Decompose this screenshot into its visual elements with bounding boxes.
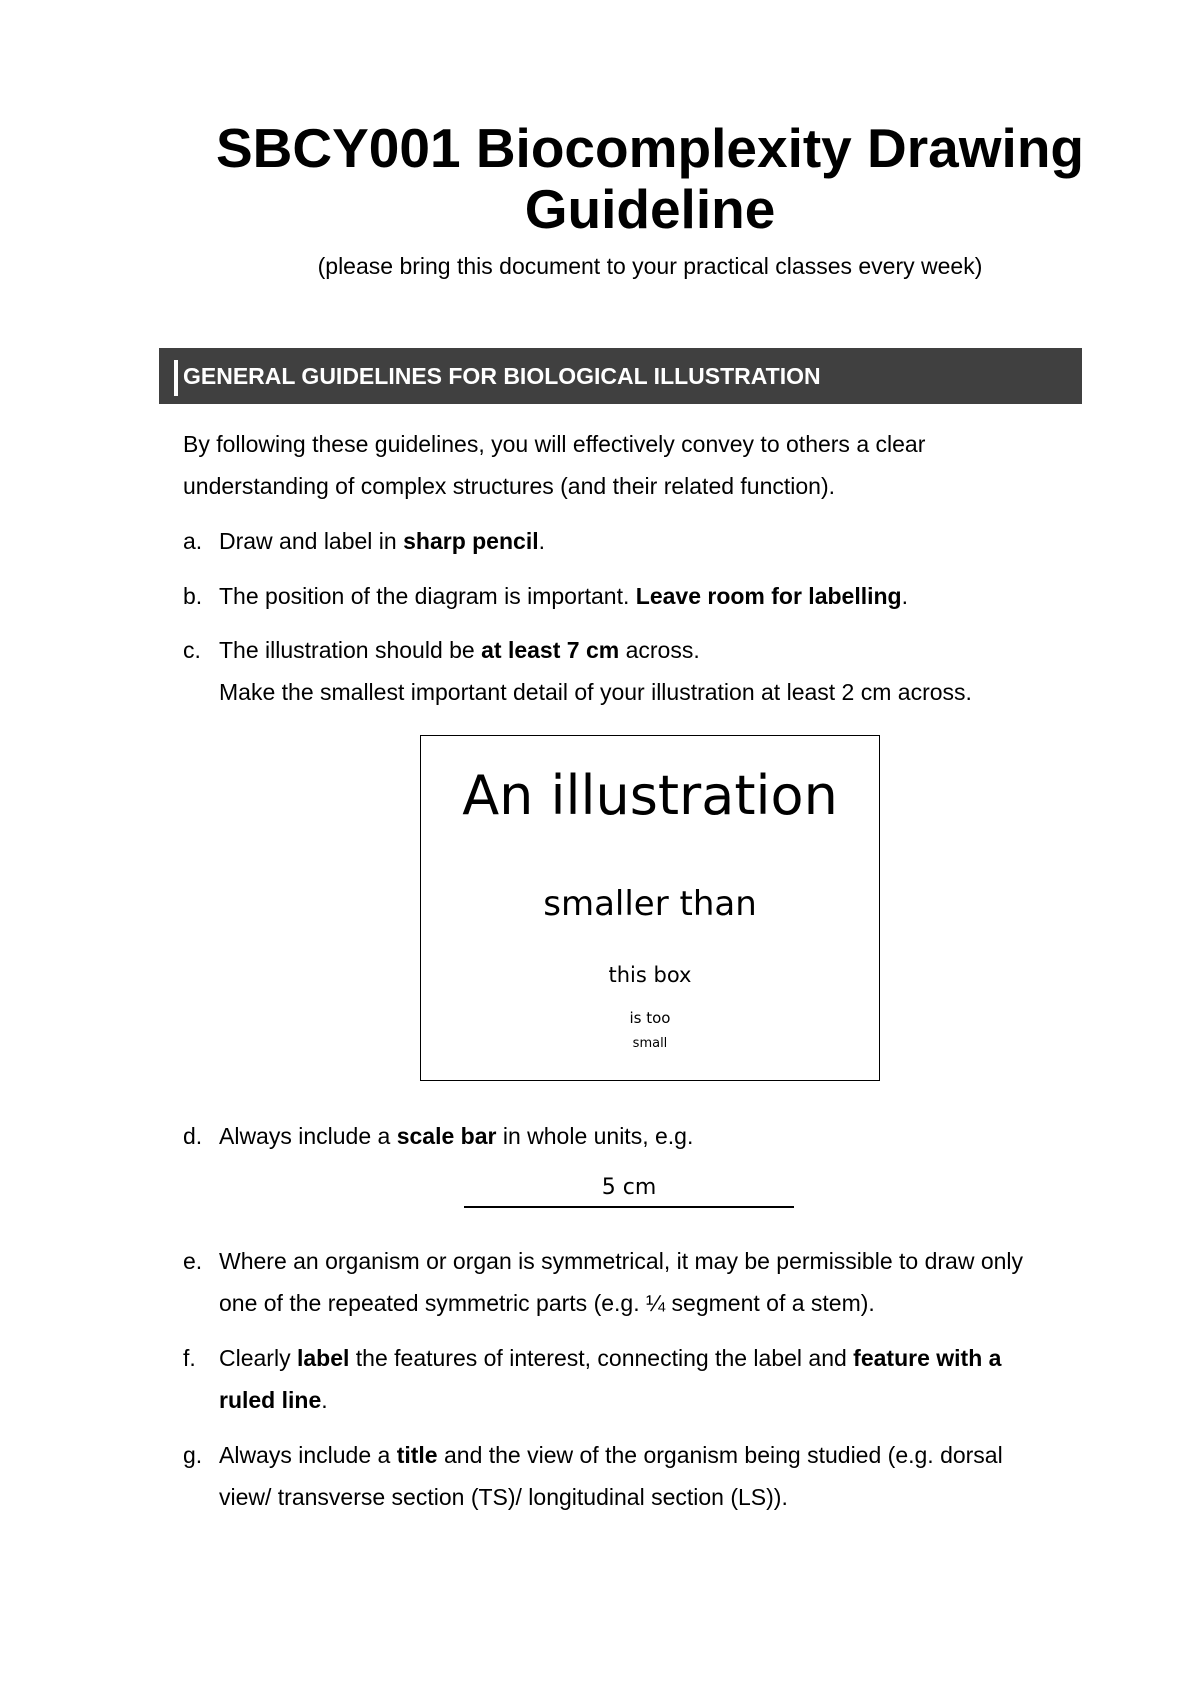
list-item-line-2: Make the smallest important detail of your illustration at least 2 cm across. <box>219 679 972 705</box>
list-marker: f. <box>183 1345 196 1371</box>
text-run: the features of interest, connecting the label and <box>349 1345 854 1371</box>
bold-run: scale bar <box>396 1123 497 1149</box>
list-item-line-2 <box>219 1379 1099 1421</box>
bold-run: at least 7 cm <box>481 637 620 663</box>
list-item-text <box>219 520 1099 562</box>
illustration-line-4: is too <box>629 1009 671 1027</box>
illustration-line-3: this box <box>608 963 692 987</box>
text-run: . <box>901 583 908 609</box>
scale-bar-label: 5 cm <box>601 1175 657 1200</box>
document-subtitle: (please bring this document to your practical classes every week) <box>317 253 983 279</box>
scale-bar-example <box>464 1174 794 1208</box>
intro-paragraph <box>183 423 1083 507</box>
list-item-text <box>219 629 1099 713</box>
list-item-text <box>219 575 1099 617</box>
text-run: in whole units, e.g. <box>496 1123 694 1149</box>
list-marker: g. <box>183 1442 203 1468</box>
list-marker: c. <box>183 637 201 663</box>
list-item-line-2: one of the repeated symmetric parts (e.g. ¼ segment of a stem). <box>219 1290 875 1316</box>
list-item-line-2: view/ transverse section (TS)/ longitudinal section (LS)). <box>219 1484 788 1510</box>
list-marker: a. <box>183 528 203 554</box>
text-run: The position of the diagram is important. <box>219 583 636 609</box>
text-run: Always include a <box>219 1442 397 1468</box>
text-run: . <box>321 1387 328 1413</box>
list-item-line-1 <box>219 629 1099 671</box>
list-marker: e. <box>183 1248 203 1274</box>
scale-bar-line <box>464 1206 794 1208</box>
text-run: The illustration should be <box>219 637 482 663</box>
bold-run: feature with a <box>853 1345 1002 1371</box>
list-item-text <box>219 1115 1099 1157</box>
list-item-line-1: Where an organism or organ is symmetrical, it may be permissible to draw only <box>219 1248 1024 1274</box>
text-run: . <box>538 528 545 554</box>
intro-line-1: By following these guidelines, you will effectively convey to others a clear <box>183 431 926 457</box>
bold-run: Leave room for labelling <box>635 583 902 609</box>
text-run: Draw and label in <box>219 528 404 554</box>
list-item-text <box>219 1434 1099 1518</box>
text-run: across. <box>619 637 700 663</box>
bold-run: sharp pencil <box>403 528 539 554</box>
text-run: Always include a <box>219 1123 397 1149</box>
document-title: SBCY001 Biocomplexity Drawing Guideline <box>215 117 1085 240</box>
illustration-line-2: smaller than <box>543 884 757 924</box>
list-marker: b. <box>183 583 203 609</box>
bold-run: title <box>396 1442 438 1468</box>
text-run: Clearly <box>219 1345 297 1371</box>
illustration-line-1: An illustration <box>462 764 838 827</box>
list-item-text <box>219 1240 1099 1324</box>
text-run: and the view of the organism being studied (e.g. dorsal <box>437 1442 1003 1468</box>
intro-line-2: understanding of complex structures (and their related function). <box>183 473 836 499</box>
bold-run: ruled line <box>219 1387 322 1413</box>
section-heading: GENERAL GUIDELINES FOR BIOLOGICAL ILLUSTRATION <box>183 363 821 389</box>
illustration-example-box <box>420 735 880 1081</box>
section-heading-accent <box>174 360 178 396</box>
list-item-line-1 <box>219 1434 1099 1476</box>
list-marker: d. <box>183 1123 203 1149</box>
section-heading-bar <box>159 348 1082 404</box>
list-item-line-1 <box>219 1337 1099 1379</box>
bold-run: label <box>296 1345 350 1371</box>
list-item-text <box>219 1337 1099 1421</box>
illustration-line-5: small <box>632 1036 668 1051</box>
